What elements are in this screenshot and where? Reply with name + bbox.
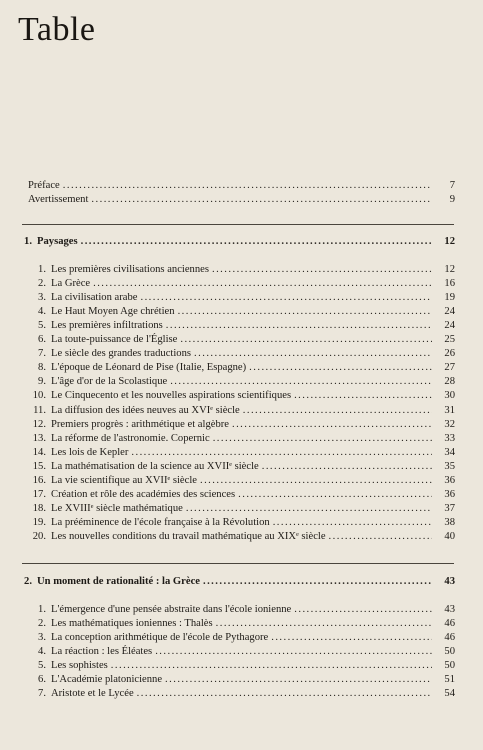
entry-number: 17. [32, 489, 46, 500]
entry-number: 15. [32, 461, 46, 472]
dot-leader [273, 516, 432, 530]
entry-number: 1. [38, 604, 46, 615]
toc-section-entry [32, 516, 455, 530]
entry-title: La civilisation arabe [51, 292, 138, 303]
toc-section-entry [32, 404, 455, 418]
entry-number: 20. [32, 531, 46, 542]
dot-leader [186, 502, 432, 516]
toc-section-entry [32, 502, 455, 516]
entry-number: 8. [38, 362, 46, 373]
dot-leader [329, 530, 432, 544]
entry-page-number: 30 [444, 390, 455, 401]
entry-number: 18. [32, 503, 46, 514]
entry-title: La prééminence de l'école française à la Révolution [51, 517, 270, 528]
toc-section-entry [32, 319, 455, 333]
dot-leader [178, 305, 432, 319]
entry-page-number: 40 [444, 531, 455, 542]
entry-title: Les premières civilisations anciennes [51, 264, 209, 275]
toc-section-entry [32, 389, 455, 403]
toc-front-entry [28, 193, 455, 207]
entry-title: Création et rôle des académies des sciences [51, 489, 236, 500]
entry-number: 19. [32, 517, 46, 528]
toc-section-entry [32, 291, 455, 305]
entry-number: 7. [38, 688, 46, 699]
entry-page-number: 38 [444, 517, 455, 528]
entry-number: 3. [38, 292, 46, 303]
section-divider [22, 224, 454, 225]
dot-leader [137, 687, 432, 701]
entry-number: 6. [38, 334, 46, 345]
entry-title: L'âge d'or de la Scolastique [51, 376, 168, 387]
toc-section-entry [32, 361, 455, 375]
entry-page-number: 50 [444, 646, 455, 657]
dot-leader [165, 673, 432, 687]
toc-section-entry [32, 617, 455, 631]
entry-page-number: 46 [444, 632, 455, 643]
toc-section-entry [32, 305, 455, 319]
dot-leader [111, 659, 432, 673]
dot-leader [194, 347, 432, 361]
entry-number: 1. [38, 264, 46, 275]
entry-number: 9. [38, 376, 46, 387]
dot-leader [249, 361, 432, 375]
toc-section-entry [32, 687, 455, 701]
entry-page-number: 12 [444, 236, 455, 247]
toc-chapter-heading [22, 575, 455, 589]
entry-page-number: 9 [449, 194, 455, 205]
entry-page-number: 32 [444, 419, 455, 430]
entry-title: Les nouvelles conditions du travail mathématique au XIXᵉ siècle [51, 531, 326, 542]
toc-chapter-heading [22, 235, 455, 249]
toc-section-entry [32, 474, 455, 488]
dot-leader [180, 333, 432, 347]
entry-title: La conception arithmétique de l'école de Pythagore [51, 632, 269, 643]
entry-number: 1. [24, 236, 32, 247]
toc-section-entry [32, 645, 455, 659]
dot-leader [294, 389, 432, 403]
entry-title: Les mathématiques ioniennes : Thalès [51, 618, 213, 629]
dot-leader [166, 319, 432, 333]
entry-number: 16. [32, 475, 46, 486]
entry-title: La réforme de l'astronomie. Copernic [51, 433, 210, 444]
entry-title: Aristote et le Lycée [51, 688, 134, 699]
dot-leader [262, 460, 432, 474]
entry-title: Le Cinquecento et les nouvelles aspirations scientifiques [51, 390, 292, 401]
entry-number: 4. [38, 306, 46, 317]
entry-page-number: 43 [444, 604, 455, 615]
dot-leader [216, 617, 432, 631]
entry-number: 13. [32, 433, 46, 444]
entry-page-number: 27 [444, 362, 455, 373]
dot-leader [203, 575, 432, 589]
entry-page-number: 54 [444, 688, 455, 699]
dot-leader [232, 418, 432, 432]
entry-title: La réaction : les Éléates [51, 646, 153, 657]
toc-section-entry [32, 333, 455, 347]
entry-page-number: 51 [444, 674, 455, 685]
toc-section-entry [32, 347, 455, 361]
section-divider [22, 563, 454, 564]
entry-title: La toute-puissance de l'Église [51, 334, 178, 345]
entry-page-number: 36 [444, 489, 455, 500]
dot-leader [155, 645, 432, 659]
entry-title: Les sophistes [51, 660, 108, 671]
dot-leader [131, 446, 432, 460]
toc-section-entry [32, 375, 455, 389]
toc-section-entry [32, 432, 455, 446]
entry-page-number: 24 [444, 320, 455, 331]
dot-leader [200, 474, 432, 488]
page-title: Table [18, 11, 96, 48]
entry-title: Le XVIIIᵉ siècle mathématique [51, 503, 183, 514]
entry-title: Les premières infiltrations [51, 320, 163, 331]
dot-leader [294, 603, 432, 617]
entry-number: 2. [24, 576, 32, 587]
entry-title: Le Haut Moyen Age chrétien [51, 306, 175, 317]
dot-leader [93, 277, 432, 291]
entry-title: La Grèce [51, 278, 91, 289]
entry-page-number: 16 [444, 278, 455, 289]
dot-leader [238, 488, 432, 502]
entry-title: La vie scientifique au XVIIᵉ siècle [51, 475, 197, 486]
entry-page-number: 46 [444, 618, 455, 629]
entry-number: 5. [38, 660, 46, 671]
entry-page-number: 24 [444, 306, 455, 317]
toc-section-entry [32, 631, 455, 645]
entry-page-number: 28 [444, 376, 455, 387]
entry-title: L'émergence d'une pensée abstraite dans l'école ionienne [51, 604, 292, 615]
entry-page-number: 31 [444, 405, 455, 416]
entry-page-number: 25 [444, 334, 455, 345]
toc-section-entry [32, 446, 455, 460]
entry-number: 12. [32, 419, 46, 430]
dot-leader [170, 375, 432, 389]
toc-section-entry [32, 530, 455, 544]
dot-leader [81, 235, 432, 249]
entry-number: 3. [38, 632, 46, 643]
entry-title: Les lois de Kepler [51, 447, 129, 458]
entry-page-number: 7 [449, 180, 455, 191]
entry-title: Un moment de rationalité : la Grèce [37, 576, 200, 587]
entry-number: 2. [38, 278, 46, 289]
entry-title: L'époque de Léonard de Pise (Italie, Espagne) [51, 362, 247, 373]
toc-section-entry [32, 673, 455, 687]
entry-title: Avertissement [28, 194, 89, 205]
entry-page-number: 33 [444, 433, 455, 444]
toc-section-entry [32, 418, 455, 432]
entry-page-number: 26 [444, 348, 455, 359]
entry-page-number: 12 [444, 264, 455, 275]
dot-leader [63, 179, 432, 193]
entry-number: 10. [32, 390, 46, 401]
entry-number: 5. [38, 320, 46, 331]
toc-section-entry [32, 488, 455, 502]
entry-title: Premiers progrès : arithmétique et algèbre [51, 419, 229, 430]
toc-section-entry [32, 460, 455, 474]
entry-title: La diffusion des idées neuves au XVIᵉ siècle [51, 405, 240, 416]
dot-leader [213, 432, 432, 446]
entry-number: 4. [38, 646, 46, 657]
toc-section-entry [32, 277, 455, 291]
entry-title: Préface [28, 180, 60, 191]
toc-front-entry [28, 179, 455, 193]
entry-page-number: 50 [444, 660, 455, 671]
dot-leader [212, 263, 432, 277]
entry-number: 7. [38, 348, 46, 359]
entry-number: 6. [38, 674, 46, 685]
entry-number: 11. [33, 405, 46, 416]
dot-leader [91, 193, 432, 207]
entry-page-number: 19 [444, 292, 455, 303]
toc-section-entry [32, 263, 455, 277]
entry-number: 14. [32, 447, 46, 458]
entry-number: 2. [38, 618, 46, 629]
entry-title: Le siècle des grandes traductions [51, 348, 192, 359]
entry-page-number: 43 [444, 576, 455, 587]
dot-leader [243, 404, 432, 418]
toc-section-entry [32, 603, 455, 617]
entry-page-number: 37 [444, 503, 455, 514]
entry-page-number: 35 [444, 461, 455, 472]
dot-leader [140, 291, 432, 305]
entry-title: Paysages [37, 236, 78, 247]
toc-section-entry [32, 659, 455, 673]
entry-page-number: 34 [444, 447, 455, 458]
entry-page-number: 36 [444, 475, 455, 486]
entry-title: L'Académie platonicienne [51, 674, 163, 685]
dot-leader [271, 631, 432, 645]
entry-title: La mathématisation de la science au XVIIᵉ siècle [51, 461, 259, 472]
